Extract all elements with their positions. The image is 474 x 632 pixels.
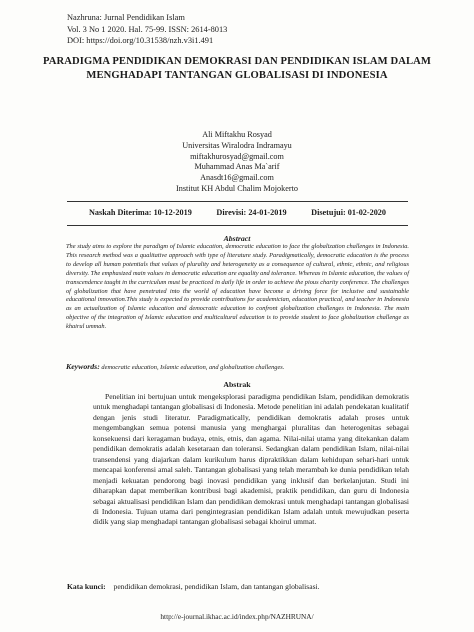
journal-header — [67, 12, 227, 47]
abstract-id-heading: Abstrak — [223, 380, 251, 389]
journal-url-footer[interactable]: http://e-journal.ikhac.ac.id/index.php/NAZHRUNA/ — [160, 612, 314, 621]
journal-doi[interactable]: DOI: https://doi.org/10.31538/nzh.v3i1.491 — [67, 36, 214, 46]
submission-dates — [67, 208, 408, 217]
paper-title: PARADIGMA PENDIDIKAN DEMOKRASI DAN PENDIDIKAN ISLAM DALAM MENGHADAPI TANTANGAN GLOBALISASI DI INDONESIA — [42, 56, 432, 81]
keywords-id-text: pendidikan demokrasi, pendidikan Islam, dan tantangan globalisasi. — [113, 582, 320, 591]
author-affiliation: Institut KH Abdul Chalim Mojokerto — [176, 183, 298, 193]
abstract-en-text: The study aims to explore the paradigm of Islamic education, democratic education to face the globalization challenges in Indonesia. This research method was a qualitative approach with type of literature study. Paradigmatically, democratic education is the process to develop all human potentials that values of plurality and heterogeneity as a consequence of cultural, ethnic, ethnic, and religious diversity. The emphasized main values in democratic education are equality and tolerance. Whereas in Islamic education, the values of transcendence taught in the curriculum must be practiced in daily life in order to achieve the pious charity conference. The challenges of globalization that have penetrated into the world of education have become a driving force for inclusive and sustainable educational innovation.This study is expected to provide contributions for academician, education practical, and teacher in Indonesia as an actualization of Islamic education and democratic education to confront globalization challenges in Indonesia. The main objective of the integration of Islamic education and multicultural education is to provide student to face globalization challenge as khairul ummah. — [66, 243, 409, 331]
author-affiliation: Universitas Wiralodra Indramayu — [182, 140, 292, 150]
author-email[interactable]: Anasdt16@gmail.com — [200, 173, 274, 183]
date-received: Naskah Diterima: 10-12-2019 — [89, 208, 192, 217]
author-email[interactable]: miftakhurosyad@gmail.com — [190, 151, 284, 161]
author-name: Ali Miftakhu Rosyad — [202, 130, 272, 139]
keywords-id-label: Kata kunci: — [67, 582, 106, 591]
journal-volume-issn: Vol. 3 No 1 2020. Hal. 75-99. ISSN: 2614-8013 — [67, 24, 228, 34]
divider-top — [67, 201, 408, 202]
keywords-en — [66, 362, 416, 371]
keywords-en-label: Keywords: — [66, 362, 100, 371]
divider-bottom — [67, 225, 408, 226]
author-block — [0, 130, 474, 195]
keywords-id — [67, 582, 417, 591]
abstract-id-text: Penelitian ini bertujuan untuk mengeksplorasi paradigma pendidikan Islam, pendidikan demokratis untuk menghadapi tantangan globalisasi di Indonesia. Metode penelitian ini adalah pendekatan kualitatif dengan jenis studi literatur. Paradigmatically, pendidikan demokratis adalah proses untuk mengembangkan semua potensi manusia yang menghargai pluralitas dan heterogenitas sebagai konsekuensi dari keragaman budaya, etnis, etnis, dan agama. Nilai-nilai utama yang ditekankan dalam pendidikan demokratis adalah kesetaraan dan toleransi. Sedangkan dalam pendidikan Islam, nilai-nilai transendensi yang diajarkan dalam kurikulum harus dipraktikkan dalam kehidupan sehari-hari untuk mencapai konferensi amal saleh. Tantangan globalisasi yang telah merambah ke dunia pendidikan telah menjadi kekuatan pendorong bagi inovasi pendidikan yang inklusif dan berkelanjutan. Studi ini diharapkan dapat memberikan kontribusi bagi akademisi, praktik pendidikan, dan guru di Indonesia sebagai aktualisasi pendidikan Islam dan pendidikan demokrasi untuk menghadapi tantangan globalisasi di Indonesia. Tujuan utama dari pengintegrasian pendidikan Islam adalah untuk mewujudkan peserta didik yang siap menghadapi tantangan globalisasi sebagai khoirul ummat. — [93, 392, 409, 527]
journal-name: Nazhruna: Jurnal Pendidikan Islam — [67, 13, 185, 22]
keywords-en-text: democratic education, Islamic education, and globalization challenges. — [101, 364, 285, 371]
date-revised: Direvisi: 24-01-2019 — [216, 208, 287, 217]
date-accepted: Disetujui: 01-02-2020 — [311, 208, 386, 217]
author-name: Muhammad Anas Ma`arif — [194, 162, 280, 172]
abstract-en-heading: Abstract — [223, 234, 251, 243]
